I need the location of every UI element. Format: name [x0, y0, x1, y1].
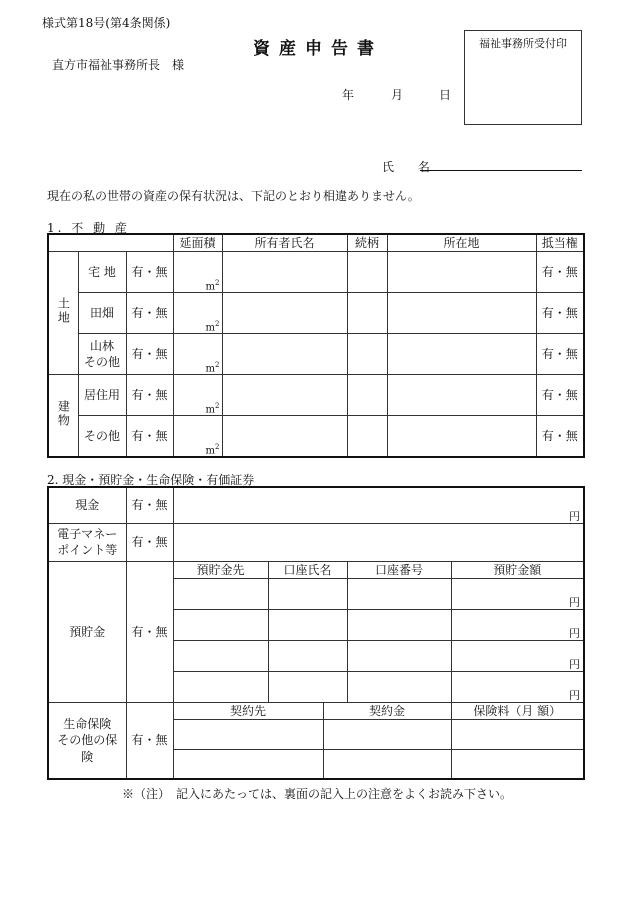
relationship-cell[interactable]: [347, 252, 387, 293]
section-real-estate-title: 1. 不 動 産: [47, 221, 130, 235]
date-month-label: 月: [391, 88, 404, 102]
document-title: 資産申告書: [253, 39, 383, 59]
location-cell[interactable]: [387, 334, 536, 375]
yen-unit: 円: [569, 595, 581, 609]
col-mortgage: 抵当権: [536, 234, 584, 252]
applicant-name-field[interactable]: [420, 170, 582, 171]
area-unit: $m^2$: [205, 278, 220, 293]
owner-name-cell[interactable]: [222, 252, 347, 293]
reception-stamp-label: 福祉事務所受付印: [479, 37, 567, 50]
row-category: その他: [78, 416, 126, 458]
insurance-header-row: [48, 702, 584, 719]
declaration-statement: 現在の私の世帯の資産の保有状況は、下記のとおり相違ありません。: [47, 189, 420, 203]
location-cell[interactable]: [387, 252, 536, 293]
relationship-cell[interactable]: [347, 375, 387, 416]
date-year-label: 年: [342, 88, 355, 102]
relationship-cell[interactable]: [347, 293, 387, 334]
deposit-amount-cell[interactable]: [451, 609, 584, 640]
row-category: 田畑: [78, 293, 126, 334]
deposit-institution-cell[interactable]: [173, 640, 268, 671]
deposit-header-row: [48, 561, 584, 578]
table-row: [48, 416, 584, 458]
land-group-label: [48, 252, 78, 375]
insurance-label: 生命保険 その他の保 険: [48, 702, 126, 779]
row-category: 宅 地: [78, 252, 126, 293]
addressee: 直方市福祉事務所長 様: [52, 58, 185, 72]
row-mortgage[interactable]: 有・無: [536, 252, 584, 293]
form-number: 様式第18号(第4条関係): [42, 16, 171, 30]
building-label: 建物: [56, 399, 71, 428]
account-number-cell[interactable]: [347, 640, 451, 671]
footnote: ※（注） 記入にあたっては、裏面の記入上の注意をよくお読み下さい。: [122, 787, 513, 801]
area-unit: $m^2$: [205, 442, 220, 457]
account-number-cell[interactable]: [347, 671, 451, 702]
emoney-amount-cell[interactable]: [173, 523, 584, 561]
yen-unit: 円: [569, 509, 581, 523]
deposit-institution-cell[interactable]: [173, 671, 268, 702]
deposit-amount-cell[interactable]: [451, 640, 584, 671]
col-floor-area: 延面積: [173, 234, 222, 252]
floor-area-cell[interactable]: [173, 293, 222, 334]
row-status[interactable]: 有・無: [126, 375, 173, 416]
emoney-status[interactable]: 有・無: [126, 523, 173, 561]
row-status[interactable]: 有・無: [126, 252, 173, 293]
deposit-amount-cell[interactable]: [451, 578, 584, 609]
col-relationship: 続柄: [347, 234, 387, 252]
contract-amount-cell[interactable]: [323, 749, 451, 779]
cash-label: 現金: [48, 487, 126, 523]
yen-unit: 円: [569, 626, 581, 640]
account-name-cell[interactable]: [268, 640, 347, 671]
deposit-status[interactable]: 有・無: [126, 561, 173, 702]
yen-unit: 円: [569, 657, 581, 671]
location-cell[interactable]: [387, 375, 536, 416]
account-number-cell[interactable]: [347, 609, 451, 640]
premium-cell[interactable]: [451, 719, 584, 749]
relationship-cell[interactable]: [347, 334, 387, 375]
real-estate-table: [47, 233, 585, 458]
col-owner-name: 所有者氏名: [222, 234, 347, 252]
contractor-cell[interactable]: [173, 719, 323, 749]
owner-name-cell[interactable]: [222, 293, 347, 334]
building-group-label: [48, 375, 78, 458]
area-unit: $m^2$: [205, 401, 220, 416]
row-category: 山林 その他: [78, 334, 126, 375]
row-mortgage[interactable]: 有・無: [536, 334, 584, 375]
row-mortgage[interactable]: 有・無: [536, 375, 584, 416]
account-name-cell[interactable]: [268, 609, 347, 640]
financial-assets-table: [47, 486, 585, 780]
col-deposit-amount: 預貯金額: [451, 561, 584, 578]
col-account-number: 口座番号: [347, 561, 451, 578]
col-contract-amount: 契約金: [323, 702, 451, 719]
contract-amount-cell[interactable]: [323, 719, 451, 749]
account-number-cell[interactable]: [347, 578, 451, 609]
table-row: [48, 252, 584, 293]
col-premium: 保険料（月 額）: [451, 702, 584, 719]
owner-name-cell[interactable]: [222, 334, 347, 375]
cash-row: [48, 487, 584, 523]
applicant-name-label: 氏 名: [382, 160, 440, 174]
insurance-status[interactable]: 有・無: [126, 702, 173, 779]
deposit-amount-cell[interactable]: [451, 671, 584, 702]
cash-status[interactable]: 有・無: [126, 487, 173, 523]
row-mortgage[interactable]: 有・無: [536, 293, 584, 334]
emoney-row: [48, 523, 584, 561]
deposit-institution-cell[interactable]: [173, 578, 268, 609]
row-status[interactable]: 有・無: [126, 334, 173, 375]
deposit-label: 預貯金: [48, 561, 126, 702]
col-contractor: 契約先: [173, 702, 323, 719]
header-empty-cell: [48, 234, 173, 252]
account-name-cell[interactable]: [268, 578, 347, 609]
floor-area-cell[interactable]: [173, 416, 222, 458]
premium-cell[interactable]: [451, 749, 584, 779]
section-financial-title: 2. 現金・預貯金・生命保険・有価証券: [47, 473, 255, 487]
col-location: 所在地: [387, 234, 536, 252]
table-row: [48, 334, 584, 375]
floor-area-cell[interactable]: [173, 252, 222, 293]
area-unit: $m^2$: [205, 360, 220, 375]
yen-unit: 円: [569, 688, 581, 702]
row-mortgage[interactable]: 有・無: [536, 416, 584, 458]
deposit-institution-cell[interactable]: [173, 609, 268, 640]
location-cell[interactable]: [387, 416, 536, 458]
col-deposit-institution: 預貯金先: [173, 561, 268, 578]
reception-stamp-box: [464, 30, 582, 125]
table-row: [48, 293, 584, 334]
row-status[interactable]: 有・無: [126, 293, 173, 334]
date-day-label: 日: [439, 88, 452, 102]
real-estate-header-row: [48, 234, 584, 252]
account-name-cell[interactable]: [268, 671, 347, 702]
col-account-name: 口座氏名: [268, 561, 347, 578]
location-cell[interactable]: [387, 293, 536, 334]
row-status[interactable]: 有・無: [126, 416, 173, 458]
floor-area-cell[interactable]: [173, 375, 222, 416]
row-category: 居住用: [78, 375, 126, 416]
land-label: 土地: [56, 297, 71, 326]
cash-amount-cell[interactable]: [173, 487, 584, 523]
relationship-cell[interactable]: [347, 416, 387, 458]
table-row: [48, 375, 584, 416]
contractor-cell[interactable]: [173, 749, 323, 779]
owner-name-cell[interactable]: [222, 375, 347, 416]
emoney-label: 電子マネー ポイント等: [48, 523, 126, 561]
floor-area-cell[interactable]: [173, 334, 222, 375]
owner-name-cell[interactable]: [222, 416, 347, 458]
area-unit: $m^2$: [205, 319, 220, 334]
